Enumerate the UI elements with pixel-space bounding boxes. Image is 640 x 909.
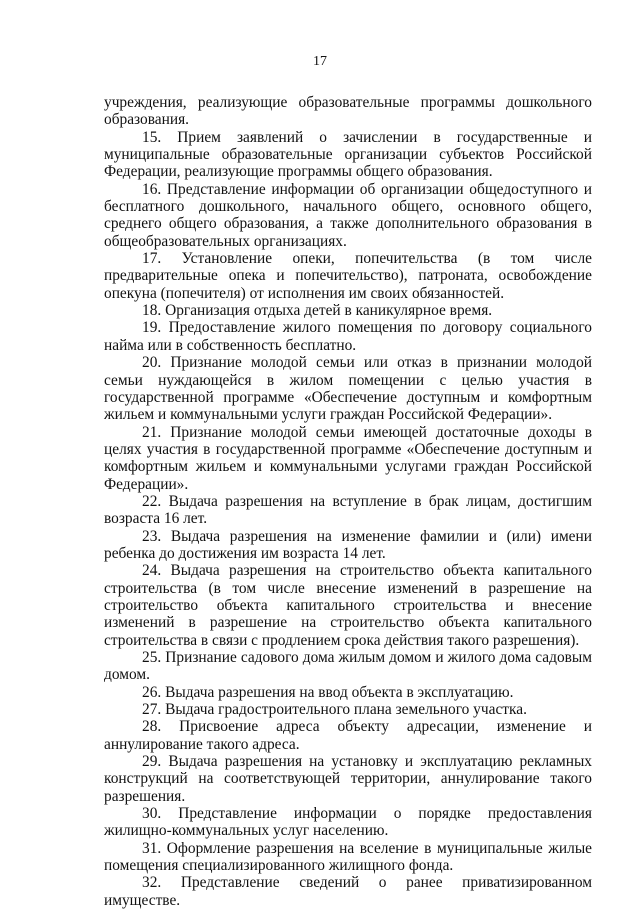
document-body <box>104 94 592 909</box>
list-item-30: 30. Представление информации о порядке предоставления жилищно-коммунальных услуг населению. <box>104 805 592 840</box>
list-item-21: 21. Признание молодой семьи имеющей достаточные доходы в целях участия в государственной программе «Обеспечение доступным и комфортным жильем и коммунальными услугами граждан Российской Федерации». <box>104 423 592 493</box>
list-item-19: 19. Предоставление жилого помещения по договору социального найма или в собственность бесплатно. <box>104 319 592 354</box>
list-item-25: 25. Признание садового дома жилым домом и жилого дома садовым домом. <box>104 649 592 684</box>
list-item-27: 27. Выдача градостроительного плана земельного участка. <box>142 701 527 719</box>
list-item-22: 22. Выдача разрешения на вступление в брак лицам, достигшим возраста 16 лет. <box>104 492 592 528</box>
list-item-24: 24. Выдача разрешения на строительство объекта капитального строительства (в том числе внесение изменений в разрешение на строительство объекта капитального строительства и внесение изменений в разрешение на строительство объекта капитального строительства в связи с продлением срока действия такого разрешения). <box>104 562 592 649</box>
list-item-23: 23. Выдача разрешения на изменение фамилии и (или) имени ребенка до достижения им возраста 14 лет. <box>104 527 592 562</box>
list-item-15: 15. Прием заявлений о зачислении в государственные и муниципальные образовательные организации субъектов Российской Федерации, реализующие программы общего образования. <box>104 128 592 181</box>
list-item-28: 28. Присвоение адреса объекту адресации, изменение и аннулирование такого адреса. <box>104 718 592 753</box>
page-number: 17 <box>313 54 327 69</box>
list-item-31: 31. Оформление разрешения на вселение в муниципальные жилые помещения специализированного жилищного фонда. <box>104 839 592 875</box>
list-item-20: 20. Признание молодой семьи или отказ в признании молодой семьи нуждающейся в жилом помещении с целью участия в государственной программе «Обеспечение доступным и комфортным жильем и коммунальными услуги граждан Российской Федерации». <box>104 354 592 424</box>
list-item-18: 18. Организация отдыха детей в каникулярное время. <box>142 302 493 320</box>
list-item-26: 26. Выдача разрешения на ввод объекта в эксплуатацию. <box>142 683 514 701</box>
list-item-16: 16. Представление информации об организации общедоступного и бесплатного дошкольного, начального общего, основного общего, среднего общего образования, а также дополнительного образования в общеобразовательных организациях. <box>104 180 592 250</box>
list-item-29: 29. Выдача разрешения на установку и эксплуатацию рекламных конструкций на соответствующей территории, аннулирование такого разрешения. <box>104 753 592 805</box>
list-item-17: 17. Установление опеки, попечительства (в том числе предварительные опека и попечительство), патроната, освобождение опекуна (попечителя) от исполнения им своих обязанностей. <box>104 250 592 302</box>
paragraph-continuation: учреждения, реализующие образовательные программы дошкольного образования. <box>104 94 592 129</box>
list-item-32: 32. Представление сведений о ранее приватизированном имуществе. <box>104 874 592 909</box>
